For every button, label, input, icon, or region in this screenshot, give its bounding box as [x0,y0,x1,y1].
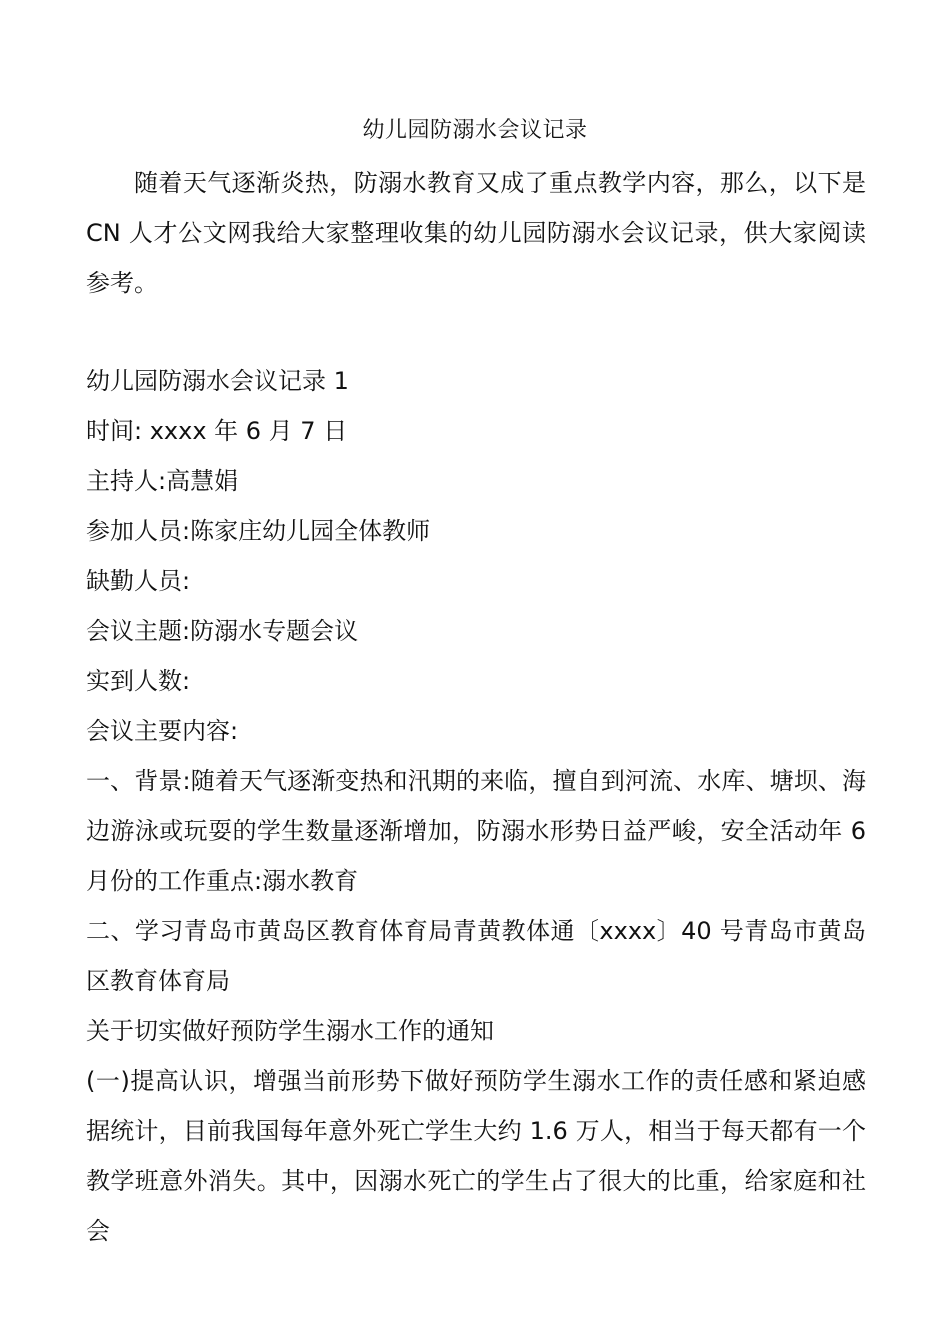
meeting-time: 时间: xxxx 年 6 月 7 日 [86,417,348,445]
meeting-count: 实到人数: [86,667,191,695]
meeting-host: 主持人:高慧娟 [86,467,239,495]
meeting-record [86,356,866,1256]
meeting-absent: 缺勤人员: [86,567,191,595]
study-paragraph: 二、学习青岛市黄岛区教育体育局青黄教体通〔xxxx〕40 号青岛市黄岛区教育体育局 [86,917,866,995]
point-one-paragraph: (一)提高认识，增强当前形势下做好预防学生溺水工作的责任感和紧迫感据统计，目前我国每年意外死亡学生大约 1.6 万人，相当于每天都有一个教学班意外消失。其中，因溺水死亡的学生占了很大的比重，给家庭和社会 [86,1067,866,1245]
intro-paragraph: 随着天气逐渐炎热，防溺水教育又成了重点教学内容，那么，以下是CN 人才公文网我给大家整理收集的幼儿园防溺水会议记录，供大家阅读参考。 [86,169,866,297]
record-heading: 幼儿园防溺水会议记录 1 [86,367,349,395]
meeting-attendees: 参加人员:陈家庄幼儿园全体教师 [86,517,431,545]
meeting-topic: 会议主题:防溺水专题会议 [86,617,359,645]
notice-title: 关于切实做好预防学生溺水工作的通知 [86,1017,494,1045]
document-title: 幼儿园防溺水会议记录 [362,118,588,143]
background-paragraph: 一、背景:随着天气逐渐变热和汛期的来临，擅自到河流、水库、塘坝、海边游泳或玩耍的学生数量逐渐增加，防溺水形势日益严峻，安全活动年 6 月份的工作重点:溺水教育 [86,767,866,895]
meeting-content-label: 会议主要内容: [86,717,239,745]
